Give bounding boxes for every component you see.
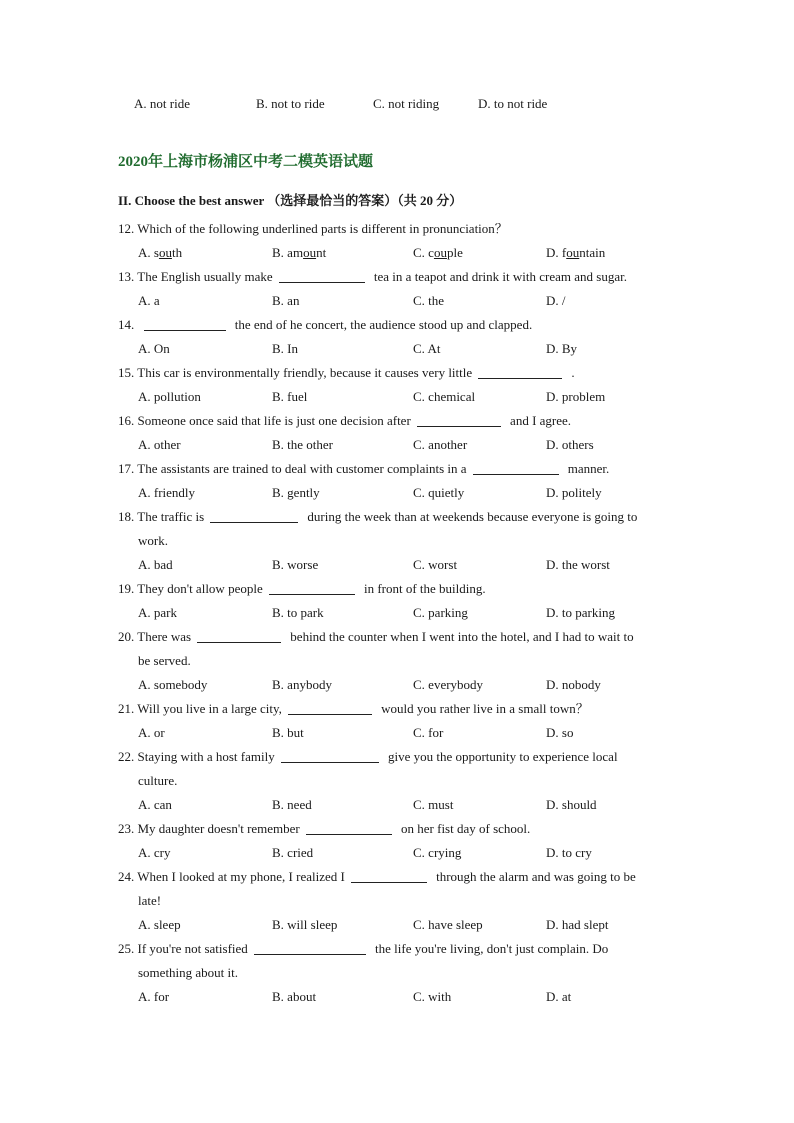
option-a[interactable]: A. pollution: [138, 389, 201, 404]
option-a[interactable]: A. park: [138, 605, 177, 620]
answer-blank[interactable]: [144, 316, 226, 331]
option-d[interactable]: D. had slept: [546, 917, 609, 932]
answer-blank[interactable]: [351, 868, 427, 883]
question-stem: [118, 745, 674, 769]
answer-blank[interactable]: [306, 820, 392, 835]
word-part: ple: [446, 245, 463, 260]
question-stem: [118, 625, 674, 649]
question-stem: [118, 505, 674, 529]
underlined-letters: ou: [433, 245, 447, 260]
option-a: A. not ride: [134, 96, 190, 111]
answer-blank[interactable]: [254, 940, 366, 955]
word-part: s: [153, 245, 159, 260]
option-a[interactable]: A. or: [138, 725, 165, 740]
word-part: am: [287, 245, 304, 260]
question-text: and I agree.: [506, 413, 572, 428]
option-b[interactable]: B. fuel: [272, 389, 308, 404]
question-number: 15.: [118, 365, 138, 380]
question-number: 25.: [118, 941, 138, 956]
option-d[interactable]: D. problem: [546, 389, 606, 404]
question-continuation: work.: [138, 533, 168, 548]
option-b[interactable]: B. the other: [272, 437, 334, 452]
underlined-letters: ou: [303, 245, 317, 260]
answer-options: [118, 721, 674, 745]
option-a[interactable]: A. somebody: [138, 677, 208, 692]
option-letter: D.: [546, 245, 562, 260]
answer-options: [118, 433, 674, 457]
option-d[interactable]: D. By: [546, 341, 578, 356]
answer-blank[interactable]: [478, 364, 562, 379]
question-text: manner.: [564, 461, 610, 476]
option-a[interactable]: A. can: [138, 797, 172, 812]
option-b[interactable]: [272, 241, 326, 265]
section-heading: II. Choose the best answer （选择最恰当的答案）（共 20 分）: [118, 193, 463, 208]
option-a[interactable]: [138, 241, 182, 265]
option-d[interactable]: D. /: [546, 293, 566, 308]
answer-options: [118, 241, 674, 265]
question-stem: [118, 409, 674, 433]
option-c[interactable]: C. for: [413, 725, 444, 740]
option-c[interactable]: C. with: [413, 989, 452, 1004]
question-text: Which of the following underlined parts is different in pronunciation？: [137, 221, 508, 236]
option-d[interactable]: D. politely: [546, 485, 602, 500]
option-c[interactable]: C. crying: [413, 845, 462, 860]
answer-options: [118, 985, 674, 1009]
answer-options: [118, 337, 674, 361]
question-text: the life you're living, don't just complain. Do: [371, 941, 609, 956]
answer-options: [118, 553, 674, 577]
option-d[interactable]: D. at: [546, 989, 572, 1004]
question-text: My daughter doesn't remember: [137, 821, 300, 836]
option-letter: A.: [138, 245, 154, 260]
answer-blank[interactable]: [288, 700, 372, 715]
answer-blank[interactable]: [281, 748, 379, 763]
option-b[interactable]: B. to park: [272, 605, 324, 620]
option-b[interactable]: B. gently: [272, 485, 320, 500]
option-a[interactable]: A. other: [138, 437, 181, 452]
option-c[interactable]: C. quietly: [413, 485, 465, 500]
question-text: Someone once said that life is just one decision after: [137, 413, 411, 428]
option-d[interactable]: D. nobody: [546, 677, 601, 692]
option-d[interactable]: D. should: [546, 797, 597, 812]
option-d[interactable]: D. so: [546, 725, 574, 740]
word-part: c: [428, 245, 434, 260]
option-d[interactable]: D. to cry: [546, 845, 592, 860]
question-text: Will you live in a large city,: [137, 701, 282, 716]
question-number: 12.: [118, 221, 138, 236]
question-number: 13.: [118, 269, 138, 284]
question-number: 21.: [118, 701, 138, 716]
word-part: ntain: [579, 245, 606, 260]
question-stem: [118, 361, 674, 385]
question-stem: [118, 937, 674, 961]
question-list: [118, 217, 674, 1009]
question-number: 23.: [118, 821, 138, 836]
underlined-letters: ou: [158, 245, 172, 260]
word-part: f: [561, 245, 567, 260]
option-b[interactable]: B. will sleep: [272, 917, 338, 932]
option-d[interactable]: D. the worst: [546, 557, 610, 572]
option-b: B. not to ride: [256, 96, 325, 111]
answer-options: [118, 289, 674, 313]
answer-blank[interactable]: [279, 268, 365, 283]
document-title: 2020年上海市杨浦区中考二模英语试题: [118, 154, 374, 170]
option-b[interactable]: B. but: [272, 725, 304, 740]
option-a[interactable]: A. friendly: [138, 485, 196, 500]
question-text: This car is environmentally friendly, because it causes very little: [137, 365, 473, 380]
option-c[interactable]: C. worst: [413, 557, 458, 572]
answer-blank[interactable]: [210, 508, 298, 523]
option-d[interactable]: D. others: [546, 437, 594, 452]
question-continuation: something about it.: [138, 965, 239, 980]
option-c[interactable]: C. At: [413, 341, 441, 356]
question-text: The assistants are trained to deal with customer complaints in a: [137, 461, 467, 476]
question-number: 20.: [118, 629, 138, 644]
question-text: tea in a teapot and drink it with cream and sugar.: [370, 269, 627, 284]
answer-options: [118, 793, 674, 817]
question-stem: [118, 577, 674, 601]
answer-options: [118, 673, 674, 697]
question-continuation: late!: [138, 893, 162, 908]
question-number: 24.: [118, 869, 138, 884]
option-a[interactable]: A. bad: [138, 557, 173, 572]
answer-options: [118, 841, 674, 865]
option-c[interactable]: C. chemical: [413, 389, 476, 404]
option-c[interactable]: C. parking: [413, 605, 468, 620]
answer-options: [118, 385, 674, 409]
question-stem: [118, 817, 674, 841]
option-b[interactable]: B. an: [272, 293, 300, 308]
option-d[interactable]: D. to parking: [546, 605, 615, 620]
word-part: th: [171, 245, 183, 260]
option-c[interactable]: [413, 241, 463, 265]
answer-options: [118, 913, 674, 937]
option-a[interactable]: A. sleep: [138, 917, 181, 932]
question-text: The traffic is: [137, 509, 205, 524]
question-continuation: culture.: [138, 773, 178, 788]
option-letter: B.: [272, 245, 288, 260]
question-text: would you rather live in a small town？: [377, 701, 589, 716]
option-b[interactable]: B. worse: [272, 557, 319, 572]
answer-blank[interactable]: [473, 460, 559, 475]
question-text: If you're not satisfied: [137, 941, 248, 956]
option-c[interactable]: C. must: [413, 797, 454, 812]
question-text: during the week than at weekends because everyone is going to: [304, 509, 638, 524]
option-a[interactable]: A. On: [138, 341, 170, 356]
option-c: C. not riding: [373, 96, 440, 111]
question-text: They don't allow people: [137, 581, 263, 596]
question-stem: [118, 697, 674, 721]
question-continuation: be served.: [138, 653, 191, 668]
question-stem: [118, 457, 674, 481]
option-a[interactable]: A. a: [138, 293, 160, 308]
question-text: through the alarm and was going to be: [432, 869, 636, 884]
question-stem: [118, 265, 674, 289]
word-part: nt: [316, 245, 327, 260]
question-stem: [118, 865, 674, 889]
question-text: give you the opportunity to experience local: [384, 749, 618, 764]
question-number: 17.: [118, 461, 138, 476]
option-c[interactable]: C. another: [413, 437, 468, 452]
question-text: in front of the building.: [360, 581, 486, 596]
option-c[interactable]: C. have sleep: [413, 917, 483, 932]
question-text: Staying with a host family: [137, 749, 275, 764]
question-text: behind the counter when I went into the hotel, and I had to wait to: [287, 629, 634, 644]
answer-options: [118, 601, 674, 625]
question-stem: [118, 313, 674, 337]
question-stem: [118, 217, 674, 241]
question-text: on her fist day of school.: [397, 821, 531, 836]
question-number: 18.: [118, 509, 138, 524]
option-c[interactable]: C. the: [413, 293, 445, 308]
option-b[interactable]: B. In: [272, 341, 298, 356]
question-text: When I looked at my phone, I realized I: [137, 869, 345, 884]
question-text: .: [568, 365, 575, 380]
question-number: 16.: [118, 413, 138, 428]
option-b[interactable]: B. cried: [272, 845, 314, 860]
answer-blank[interactable]: [197, 628, 281, 643]
answer-blank[interactable]: [417, 412, 501, 427]
question-number: 14.: [118, 317, 138, 332]
option-b[interactable]: B. need: [272, 797, 312, 812]
option-c[interactable]: C. everybody: [413, 677, 484, 692]
underlined-letters: ou: [566, 245, 580, 260]
option-b[interactable]: B. about: [272, 989, 317, 1004]
option-d[interactable]: [546, 241, 605, 265]
question-number: 19.: [118, 581, 138, 596]
question-text: the end of he concert, the audience stood up and clapped.: [231, 317, 533, 332]
option-d: D. to not ride: [478, 96, 548, 111]
previous-question-options: [134, 96, 694, 114]
option-a[interactable]: A. for: [138, 989, 170, 1004]
answer-options: [118, 481, 674, 505]
question-text: The English usually make: [137, 269, 273, 284]
option-a[interactable]: A. cry: [138, 845, 171, 860]
option-letter: C.: [413, 245, 429, 260]
question-number: 22.: [118, 749, 138, 764]
option-b[interactable]: B. anybody: [272, 677, 332, 692]
question-text: There was: [137, 629, 192, 644]
answer-blank[interactable]: [269, 580, 355, 595]
